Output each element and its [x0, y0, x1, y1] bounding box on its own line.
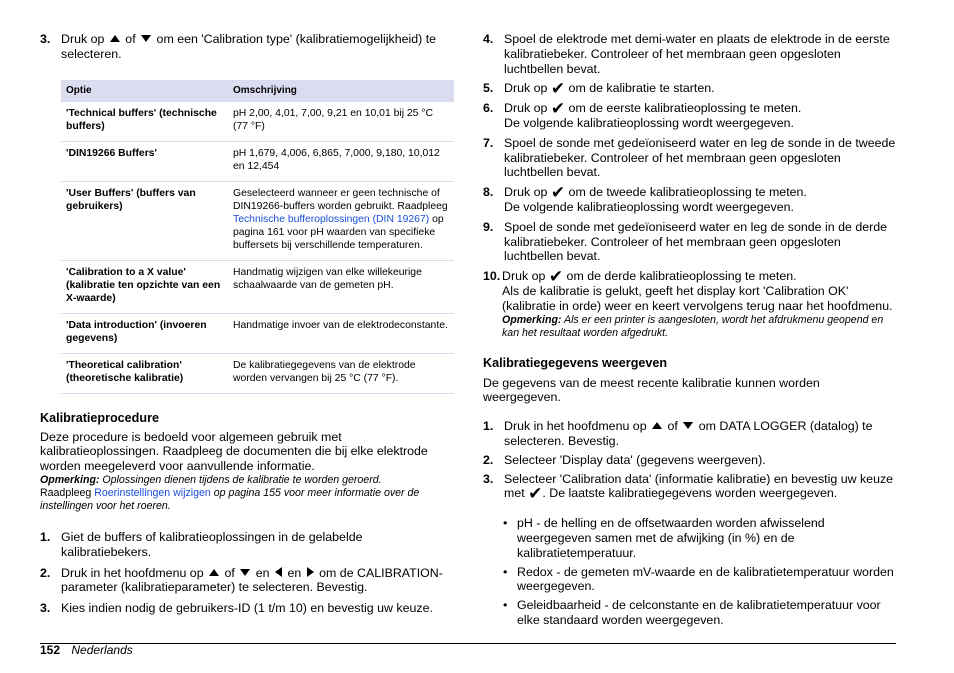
procedure-note: Opmerking: Oplossingen dienen tijdens de kalibratie te worden geroerd. [40, 473, 382, 486]
calibration-data-list [483, 516, 898, 628]
list-item: • pH - de helling en de offsetwaarden worden afwisselend weergegeven samen met de afwijking (in %) en de kalibratietemperatuur. [503, 516, 825, 560]
procedure-step-3: 3. Kies indien nodig de gebruikers-ID (1 t/m 10) en bevestig uw keuze. [40, 601, 433, 616]
procedure-step-1: 1. Giet de buffers of kalibratieoplossingen in de gelabelde kalibratiebekers. [40, 529, 363, 559]
table-row: 'Calibration to a X value' (kalibratie ten opzichte van een X-waarde) Handmatig wijzigen van elke willekeurige schaalwaarde van de gemeten pH. [61, 260, 454, 313]
up-arrow-icon [652, 422, 662, 429]
view-step-1: 1. Druk in het hoofdmenu op of om DATA LOGGER (datalog) te selecteren. Bevestig. [483, 419, 873, 448]
check-icon: ✔ [550, 79, 566, 99]
stirring-settings-link[interactable]: Roerinstellingen wijzigen [94, 486, 211, 499]
table-row: 'Theoretical calibration' (theoretische kalibratie) De kalibratiegegevens van de elektrode worden vervangen bij 25 °C (77 °F). [61, 353, 454, 393]
table-header-description: Omschrijving [228, 80, 454, 102]
calibration-options-table [61, 80, 454, 394]
right-arrow-icon [307, 567, 314, 577]
left-arrow-icon [275, 567, 282, 577]
table-row: 'User Buffers' (buffers van gebruikers) Geselecteerd wanneer er geen technische of DIN19266-buffers worden gebruikt. Raadpleeg Technische bufferoplossingen (DIN 19267) op pagina 161 voor pH waarden van specifieke buffersets bij verschillende temperaturen. [61, 181, 454, 260]
bullet-icon: • [503, 516, 508, 531]
procedure-step-2: 2. Druk in het hoofdmenu op of en en om de CALIBRATION-parameter (kalibratieparameter) te selecteren. Bevestig. [40, 565, 443, 595]
table-row: 'Data introduction' (invoeren gegevens) Handmatige invoer van de elektrodeconstante. [61, 313, 454, 353]
down-arrow-icon [683, 422, 693, 429]
technical-buffers-link[interactable]: Technische bufferoplossingen (DIN 19267) [233, 213, 430, 225]
procedure-step-10: 10. Druk op ✔ om de derde kalibratieoplossing te meten. Als de kalibratie is gelukt, geeft het display kort 'Calibration OK' (kalibratie in orde) weer en keert vervolgens terug naar het hoofdmenu. Opmerking: Als er een printer is aangesloten, wordt het afdrukmenu geopend en kan het resultaat worden afgedrukt. [483, 269, 898, 339]
left-column [40, 32, 455, 616]
view-step-3: 3. Selecteer 'Calibration data' (informatie kalibratie) en bevestig uw keuze met ✔. De laatste kalibratiegegevens worden weergegeven. [483, 471, 894, 504]
footer-language: Nederlands [71, 643, 133, 657]
procedure-step-5: 5. Druk op ✔ om de kalibratie te starten. [483, 79, 715, 99]
check-icon: ✔ [548, 267, 564, 287]
bullet-icon: • [503, 564, 508, 579]
right-column [483, 32, 898, 632]
calibration-type-step: 3. Druk op of om een 'Calibration type' (kalibratiemogelijkheid) te selecteren. [40, 32, 437, 61]
table-row: 'DIN19266 Buffers' pH 1,679, 4,006, 6,865, 7,000, 9,180, 10,012 en 12,454 [61, 141, 454, 181]
procedure-step-6: 6. Druk op ✔ om de eerste kalibratieoplossing te meten. De volgende kalibratieoplossing wordt weergegeven. [483, 99, 802, 130]
procedure-intro: Deze procedure is bedoeld voor algemeen gebruik met kalibratieoplossingen. Raadpleeg de documenten die bij elke elektrode worden meegeleverd voor aanvullende informatie. [40, 429, 428, 474]
stirring-reference-note: Raadpleeg Roerinstellingen wijzigen op pagina 155 voor meer informatie over de instellingen voor het roeren. [40, 486, 420, 512]
table-header-option: Optie [61, 80, 228, 102]
footer-divider [40, 643, 896, 644]
list-item: • Geleidbaarheid - de celconstante en de kalibratietemperatuur voor elke standaard worden weergegeven. [503, 598, 881, 627]
check-icon: ✔ [550, 183, 566, 203]
view-data-intro: De gegevens van de meest recente kalibratie kunnen worden weergegeven. [483, 375, 820, 405]
step-number: 3. [40, 32, 51, 46]
procedure-step-7: 7. Spoel de sonde met gedeïoniseerd water en leg de sonde in de tweede kalibratiebeker. Controleer of het membraan geen opgesloten luchtbellen bevat. [483, 135, 896, 180]
down-arrow-icon [141, 35, 151, 42]
view-step-2: 2. Selecteer 'Display data' (gegevens weergeven). [483, 452, 766, 467]
list-item: • Redox - de gemeten mV-waarde en de kalibratietemperatuur worden weergegeven. [503, 564, 894, 594]
check-icon: ✔ [550, 99, 566, 119]
procedure-step-9: 9. Spoel de sonde met gedeïoniseerd water en leg de sonde in de derde kalibratiebeker. Controleer of het membraan geen opgesloten luchtbellen bevat. [483, 219, 888, 264]
bullet-icon: • [503, 598, 508, 613]
up-arrow-icon [110, 35, 120, 42]
procedure-heading: Kalibratieprocedure [40, 410, 159, 425]
procedure-step-8: 8. Druk op ✔ om de tweede kalibratieoplossing te meten. De volgende kalibratieoplossing wordt weergegeven. [483, 183, 807, 214]
page-footer [40, 643, 133, 657]
up-arrow-icon [209, 569, 219, 576]
down-arrow-icon [240, 569, 250, 576]
page-number: 152 [40, 643, 61, 657]
printer-note: Opmerking: Als er een printer is aangesloten, wordt het afdrukmenu geopend en kan het resultaat worden afgedrukt. [502, 313, 884, 339]
check-icon: ✔ [528, 484, 543, 504]
table-row: 'Technical buffers' (technische buffers) pH 2,00, 4,01, 7,00, 9,21 en 10,01 bij 25 °C (77 °F) [61, 102, 454, 142]
procedure-step-4: 4. Spoel de elektrode met demi-water en plaats de elektrode in de eerste kalibratiebeker. Controleer of het membraan geen opgesloten luchtbellen bevat. [483, 32, 890, 76]
view-data-heading: Kalibratiegegevens weergeven [483, 355, 668, 370]
